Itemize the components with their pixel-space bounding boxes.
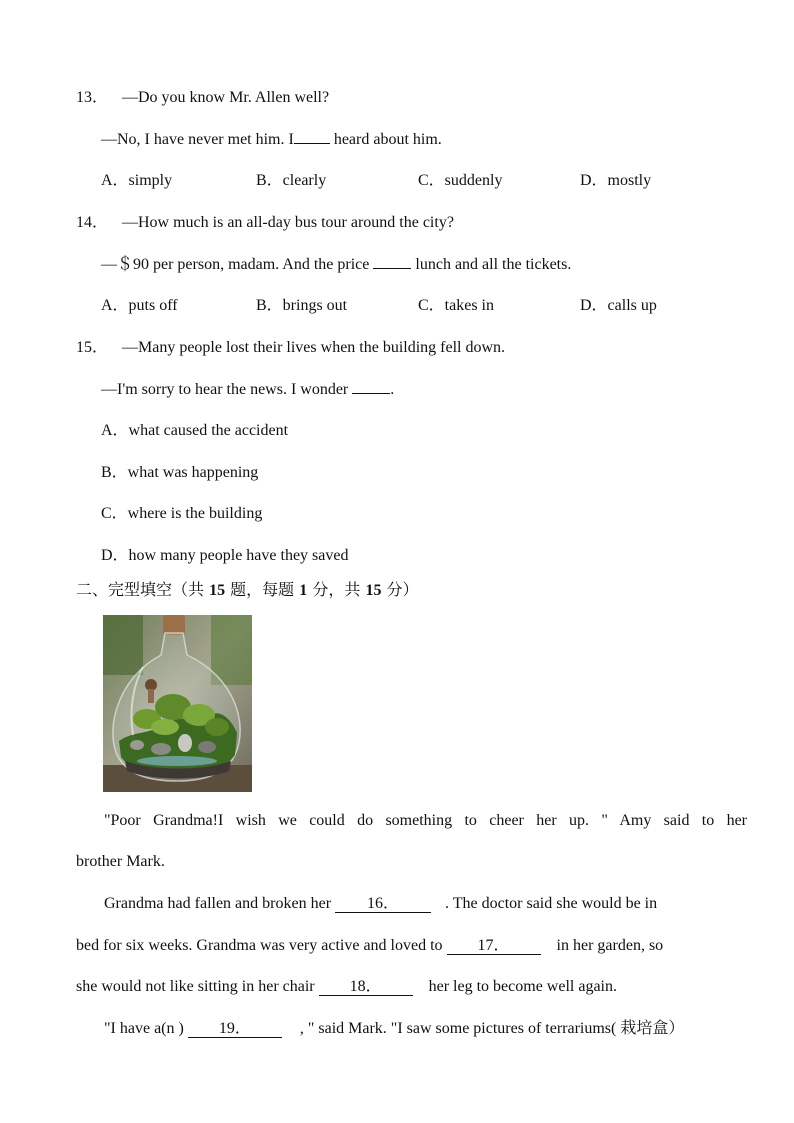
option-c[interactable]: C．where is the building xyxy=(101,505,263,522)
question-text: —Many people lost their lives when the building fell down. xyxy=(122,339,506,356)
option-d[interactable]: D．calls up xyxy=(580,297,657,314)
blank-17[interactable]: 17． xyxy=(447,938,541,955)
passage-text: "I have a(n ) xyxy=(104,1020,188,1037)
question-14-reply xyxy=(101,255,571,275)
section-text: 分） xyxy=(381,580,419,599)
section-text: 分，共 xyxy=(307,580,366,599)
reply-text: —I'm sorry to hear the news. I wonder xyxy=(101,381,353,398)
section-text: 二、完型填空（共 xyxy=(76,580,210,599)
section-count: 15 xyxy=(209,582,226,599)
option-c[interactable]: C．suddenly xyxy=(418,172,503,189)
passage-text: Grandma had fallen and broken her xyxy=(104,895,336,912)
question-13-reply xyxy=(101,130,442,150)
blank-19[interactable]: 19． xyxy=(188,1021,282,1038)
section-text: 题，每题 xyxy=(225,580,300,599)
passage-text: bed for six weeks. Grandma was very active and loved to xyxy=(76,937,447,954)
answer-blank[interactable] xyxy=(294,143,330,144)
reply-text: —＄90 per person, madam. And the price xyxy=(101,256,374,273)
question-13-prompt xyxy=(76,88,329,108)
reply-text: —No, I have never met him. I xyxy=(101,131,294,148)
passage-paragraph-2-line-3 xyxy=(76,977,617,997)
question-text: —How much is an all-day bus tour around the city? xyxy=(122,214,454,231)
section-each: 1 xyxy=(299,582,308,599)
passage-text: in her garden, so xyxy=(552,937,664,954)
question-14-prompt xyxy=(76,213,454,233)
option-b[interactable]: B．what was happening xyxy=(101,464,259,481)
option-b[interactable]: B．clearly xyxy=(256,172,327,189)
passage-text: . The doctor said she would be in xyxy=(441,895,658,912)
terrarium-illustration xyxy=(103,615,252,792)
reply-text: lunch and all the tickets. xyxy=(411,256,572,273)
terrarium-photo xyxy=(103,615,252,792)
question-number: 15． xyxy=(76,339,109,356)
option-a[interactable]: A．what caused the accident xyxy=(101,422,289,439)
passage-paragraph-1-line-2: brother Mark. xyxy=(76,853,165,870)
option-d[interactable]: D．mostly xyxy=(580,172,652,189)
question-number: 13． xyxy=(76,89,109,106)
passage-text: she would not like sitting in her chair xyxy=(76,978,319,995)
question-text: —Do you know Mr. Allen well? xyxy=(122,89,330,106)
blank-18[interactable]: 18． xyxy=(319,979,413,996)
section-heading xyxy=(76,577,419,600)
passage-paragraph-3-line-1 xyxy=(104,1019,684,1039)
passage-paragraph-1-line-1: "Poor Grandma!I wish we could do something to cheer her up. " Amy said to her xyxy=(104,812,747,829)
option-c[interactable]: C．takes in xyxy=(418,297,494,314)
reply-text: heard about him. xyxy=(329,131,442,148)
passage-text: her leg to become well again. xyxy=(424,978,617,995)
option-a[interactable]: A．simply xyxy=(101,172,173,189)
option-a[interactable]: A．puts off xyxy=(101,297,178,314)
passage-paragraph-2-line-1 xyxy=(104,894,657,914)
reply-text: . xyxy=(390,381,395,398)
question-15-prompt xyxy=(76,338,505,358)
option-b[interactable]: B．brings out xyxy=(256,297,348,314)
question-15-reply xyxy=(101,380,394,400)
answer-blank[interactable] xyxy=(373,268,411,269)
section-total: 15 xyxy=(365,582,382,599)
passage-paragraph-2-line-2 xyxy=(76,936,663,956)
blank-16[interactable]: 16． xyxy=(335,896,431,913)
question-number: 14． xyxy=(76,214,109,231)
answer-blank[interactable] xyxy=(352,393,390,394)
option-d[interactable]: D．how many people have they saved xyxy=(101,547,349,564)
passage-text: , " said Mark. "I saw some pictures of terrariums( 栽培盒） xyxy=(295,1020,685,1037)
